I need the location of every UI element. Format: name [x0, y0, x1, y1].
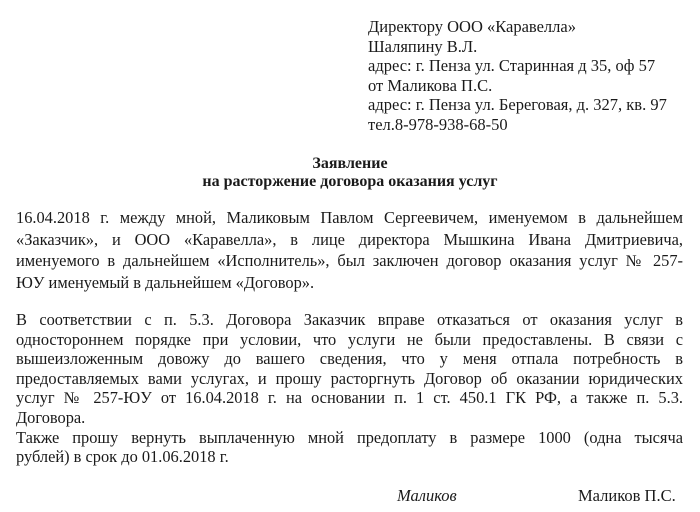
paragraph-line: именуемого в дальнейшем «Исполнитель», был заключен договор оказания услуг № 257- — [16, 251, 683, 271]
paragraph-line-refund-request: Также прошу вернуть выплаченную мной предоплату в размере 1000 (одна тысяча — [16, 427, 683, 447]
paragraph-line: В соответствии с п. 5.3. Договора Заказчик вправе отказаться от оказания услуг в — [16, 310, 683, 329]
paragraph-line: одностороннем порядке при условии, что услуги не были предоставлены. В связи с — [16, 329, 683, 349]
addressee-director-name: Шаляпину В.Л. — [368, 36, 478, 56]
signatory-name: Маликов П.С. — [578, 486, 676, 505]
addressee-company-address: адрес: г. Пенза ул. Старинная д 35, оф 57 — [368, 56, 656, 76]
document-title-block — [0, 155, 700, 191]
paragraph-line: «Заказчик», и ООО «Каравелла», в лице директора Мышкина Ивана Дмитриевича, — [16, 229, 683, 249]
sender-name: от Маликова П.С. — [368, 75, 493, 95]
addressee-director-line: Директору ООО «Каравелла» — [368, 17, 576, 36]
paragraph-line: Договора. — [16, 407, 86, 427]
paragraph-termination-request — [16, 310, 683, 467]
paragraph-line: 16.04.2018 г. между мной, Маликовым Павлом Сергеевичем, именуемом в дальнейшем — [16, 208, 683, 227]
document-title: Заявление — [312, 155, 388, 172]
paragraph-line: услуг № 257-ЮУ от 16.04.2018 г. на основании п. 1 ст. 450.1 ГК РФ, а также п. 5.3. — [16, 388, 683, 408]
paragraph-contract-details — [16, 207, 683, 293]
document-subtitle: на расторжение договора оказания услуг — [202, 173, 498, 190]
paragraph-line: предоставляемых вами услугах, и прошу расторгнуть Договор об оказании юридических — [16, 368, 683, 388]
addressee-block — [368, 17, 667, 135]
paragraph-line: ЮУ именуемый в дальнейшем «Договор». — [16, 272, 315, 292]
paragraph-line-refund-deadline: рублей) в срок до 01.06.2018 г. — [16, 447, 229, 467]
paragraph-line: вышеизложенным довожу до вашего сведения, что у меня отпала потребность в — [16, 349, 683, 369]
handwritten-signature: Маликов — [397, 486, 457, 505]
sender-address: адрес: г. Пенза ул. Береговая, д. 327, кв. 97 — [368, 95, 667, 115]
sender-phone: тел.8-978-938-68-50 — [368, 114, 508, 134]
